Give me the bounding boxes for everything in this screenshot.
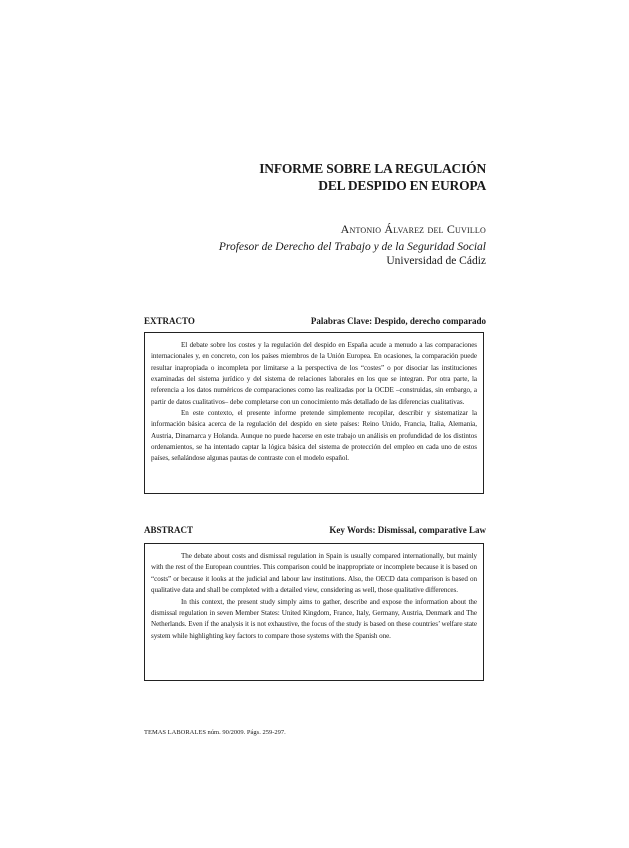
author-role: Profesor de Derecho del Trabajo y de la Seguridad Social [218, 241, 486, 253]
journal-footer: TEMAS LABORALES núm. 90/2009. Págs. 259-297. [144, 729, 286, 736]
paper-title [259, 160, 486, 194]
author-university: Universidad de Cádiz [386, 255, 486, 267]
title-line-2: DEL DESPIDO EN EUROPA [318, 178, 486, 193]
extracto-box [144, 332, 484, 494]
extracto-paragraph-2: En este contexto, el presente informe pretende simplemente recopilar, describir y sistematizar la información básica acerca de la regulación del despido en siete países: Reino Unido, Francia, Italia, Alemania, Austria, Dinamarca y Holanda. Aunque no puede hacerse en este trabajo un análisis en profundidad de los distintos ordenamientos, se ha intentado captar la lógica básica del sistema de protección del empleo en cada uno de estos países, señalándose algunas pautas de contraste con el modelo español. [151, 409, 477, 463]
author-affiliation [219, 240, 486, 268]
author-name: Antonio Álvarez del Cuvillo [340, 222, 486, 236]
extracto-paragraph-1: El debate sobre los costes y la regulación del despido en España acude a menudo a las comparaciones internacionales y, en concreto, con los países miembros de la Unión Europea. En ocasiones, la comparación puede resultar inapropiada o incompleta por limitarse a la perspectiva de los “costes” o por disociar las instituciones examinadas del sistema jurídico y del sistema de relaciones laborales en los que se integran. Por otra parte, la referencia a los datos numéricos de comparaciones como las realizadas por la OCDE –construidas, sin embargo, a partir de datos cualitativos– debe completarse con un conocimiento más detallado de las diferencias cualitativas. [151, 341, 477, 406]
abstract-box [144, 543, 484, 681]
extracto-header [144, 316, 486, 326]
abstract-heading: ABSTRACT [144, 525, 194, 535]
abstract-keywords: Key Words: Dismissal, comparative Law [329, 525, 486, 535]
title-line-1: INFORME SOBRE LA REGULACIÓN [259, 161, 486, 176]
abstract-header [144, 525, 486, 535]
extracto-keywords: Palabras Clave: Despido, derecho comparado [310, 316, 486, 326]
abstract-paragraph-2: In this context, the present study simply aims to gather, describe and expose the information about the dismissal regulation in seven Member States: United Kingdom, France, Italy, Germany, Austria, Denmark and The Netherlands. Even if the analysis it is not exhaustive, the focus of the study is based on these countries’ welfare state system while highlighting key factors to compare those systems with the Spanish one. [151, 597, 477, 640]
extracto-heading: EXTRACTO [144, 316, 195, 326]
abstract-paragraph-1: The debate about costs and dismissal regulation in Spain is usually compared internationally, but mainly with the rest of the European countries. This comparison could be inappropriate or incomplete because it is based on “costs” or because it looks at the judicial and labour law institutions. Also, the OECD data comparison is based on qualitative data and shall be completed with a detailed view, considering as well, those qualitative differences. [151, 552, 477, 595]
